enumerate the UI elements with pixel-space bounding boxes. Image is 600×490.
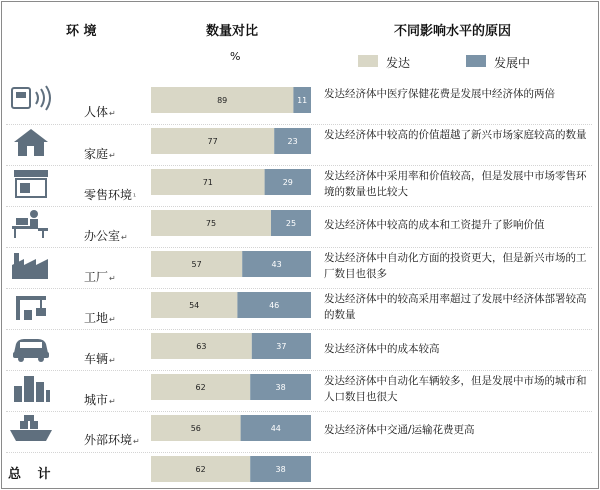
bar-value-label: 57 <box>191 260 202 269</box>
row-label-vehicle: 车辆↵ <box>84 352 116 366</box>
unit-label: % <box>230 50 241 63</box>
bar-value-label: 37 <box>276 342 287 351</box>
row-label-outside: 外部环境↵ <box>84 433 140 447</box>
bar-value-label: 89 <box>217 96 228 105</box>
bar-value-label: 38 <box>275 465 286 474</box>
bar-value-label: 44 <box>270 424 281 433</box>
bar-value-label: 29 <box>282 178 293 187</box>
reason-office: 发达经济体中较高的成本和工资提升了影响价值 <box>324 219 545 231</box>
bar-value-label: 71 <box>202 178 213 187</box>
total-label: 总 计 <box>8 467 57 482</box>
bar-value-label: 77 <box>207 137 218 146</box>
row-label-factory: 工厂↵ <box>84 270 116 284</box>
reason-city: 发达经济体中自动化车辆较多，但是发展中市场的城市和人口数目也很大 <box>324 375 587 403</box>
bar-value-label: 25 <box>285 219 297 228</box>
reason-outside: 发达经济体中交通/运输花费更高 <box>324 424 475 436</box>
bar-value-label: 56 <box>190 424 201 433</box>
row-label-retail: 零售环境¹ <box>84 188 137 202</box>
environment-header: 环 境 <box>66 24 97 39</box>
legend-label-developed: 发达 <box>386 56 411 70</box>
legend-label-developing: 发展中 <box>494 56 531 70</box>
bar-value-label: 46 <box>269 301 280 310</box>
bar-value-label: 62 <box>195 383 206 392</box>
bar-value-label: 11 <box>297 96 308 105</box>
reason-factory: 发达经济体中自动化方面的投资更大，但是新兴市场的工厂数目也很多 <box>324 252 587 280</box>
bar-value-label: 43 <box>271 260 282 269</box>
bar-value-label: 62 <box>195 465 206 474</box>
bar-value-label: 54 <box>189 301 200 310</box>
bar-value-label: 23 <box>287 137 298 146</box>
row-label-home: 家庭↵ <box>84 147 116 161</box>
row-label-city: 城市↵ <box>84 393 116 407</box>
reason-retail: 发达经济体中采用率和价值较高，但是发展中市场零售环境的数量也比较大 <box>324 170 587 198</box>
bar-value-label: 38 <box>275 383 286 392</box>
reason-worksite: 发达经济体中的较高采用率超过了发展中经济体部署较高的数量 <box>324 293 587 321</box>
bar-value-label: 63 <box>196 342 207 351</box>
bar-value-label: 75 <box>205 219 217 228</box>
reasons-header: 不同影响水平的原因 <box>394 24 512 39</box>
comparison-header: 数量对比 <box>206 24 259 39</box>
reason-vehicle: 发达经济体中的成本较高 <box>324 343 440 355</box>
row-label-body: 人体↵ <box>84 105 116 119</box>
reason-body: 发达经济体中医疗保健花费是发展中经济体的两倍 <box>324 88 555 100</box>
reason-home: 发达经济体中较高的价值超越了新兴市场家庭较高的数量 <box>324 129 587 141</box>
row-label-worksite: 工地↵ <box>84 311 116 325</box>
row-label-office: 办公室↵ <box>84 229 128 243</box>
